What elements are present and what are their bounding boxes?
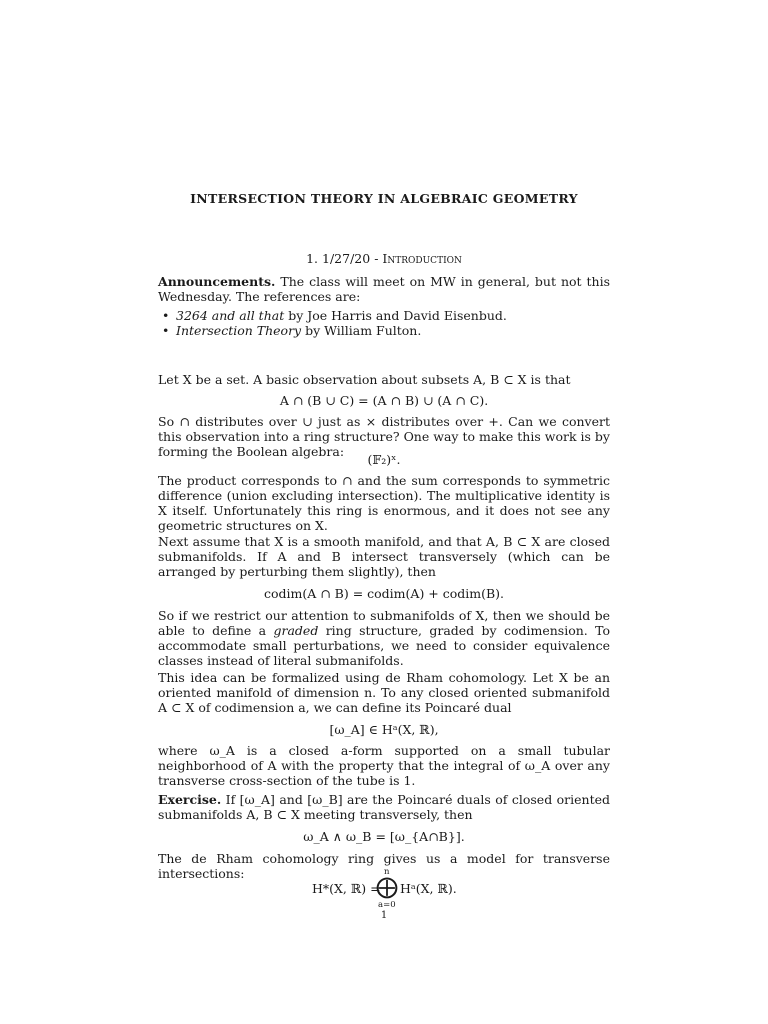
emphasis-graded: graded (273, 623, 319, 638)
equation-codim: codim(A ∩ B) = codim(A) + codim(B). (263, 586, 505, 601)
paragraph-manifold: Next assume that X is a smooth manifold, and that A, B ⊂ X are closed submanifolds. If A and B intersect transversely (which can be arranged by perturbing them slightly), then (158, 534, 610, 579)
list-item (158, 308, 610, 323)
paper-title: INTERSECTION THEORY IN ALGEBRAIC GEOMETRY (190, 191, 578, 206)
paragraph-text: So if we restrict our attention to submanifolds of X, then we should be able to define a (158, 608, 610, 638)
reference-authors: by William Fulton. (301, 323, 422, 338)
paragraph-de-rham: This idea can be formalized using de Rham cohomology. Let X be an oriented manifold of dimension n. To any closed oriented submanifold A ⊂ X of codimension a, we can define its Poincaré dual (158, 670, 610, 715)
announcements-paragraph (158, 274, 610, 304)
paragraph-product: The product corresponds to ∩ and the sum corresponds to symmetric difference (union excluding intersection). The multiplicative identity is X itself. Unfortunately this ring is enormous, and it does not see any geometric structures on X. (158, 473, 610, 533)
section-heading (0, 251, 768, 266)
paragraph-graded (158, 608, 610, 668)
equation-poincare-dual: [ω_A] ∈ Hᵃ(X, ℝ), (329, 722, 439, 737)
equation-wedge: ω_A ∧ ω_B = [ω_{A∩B}]. (303, 829, 465, 844)
equation-distributive: A ∩ (B ∪ C) = (A ∩ B) ∪ (A ∩ C). (279, 393, 489, 408)
paragraph-set: Let X be a set. A basic observation about subsets A, B ⊂ X is that (158, 372, 571, 387)
page-number: 1 (380, 910, 388, 921)
direct-sum-icon: ⨁ (376, 875, 398, 900)
reference-authors: by Joe Harris and David Eisenbud. (284, 308, 507, 323)
sum-upper-limit: n (384, 867, 390, 877)
equation-lhs: H*(X, ℝ) = (312, 881, 381, 896)
exercise-heading: Exercise. (158, 792, 222, 807)
references-list (158, 308, 610, 338)
reference-title: Intersection Theory (176, 323, 302, 338)
equation-boolean-algebra: (𝔽₂)ˣ. (367, 452, 401, 467)
exercise-text: If [ω_A] and [ω_B] are the Poincaré duals of closed oriented submanifolds A, B ⊂ X meeting transversely, then (158, 792, 610, 822)
paragraph-text: ring structure, graded by codimension. To accommodate small perturbations, we need to consider equivalence classes instead of literal submanifolds. (158, 623, 611, 668)
announcements-text: The class will meet on MW in general, but not this Wednesday. (158, 274, 611, 304)
section-number: 1. (306, 251, 319, 266)
exercise-paragraph (158, 792, 610, 822)
announcements-heading: Announcements. (158, 274, 276, 289)
sum-lower-limit: a=0 (378, 900, 396, 910)
paragraph-transverse: The de Rham cohomology ring gives us a model for transverse intersections: (158, 851, 610, 881)
section-date: 1/27/20 (322, 251, 371, 266)
paragraph-boolean: So ∩ distributes over ∪ just as × distributes over +. Can we convert this observation into a ring structure? One way to make this work is by forming the Boolean algebra: (158, 414, 610, 459)
list-item (158, 323, 610, 338)
bullet-icon: • (162, 323, 170, 338)
section-separator: - (374, 251, 379, 266)
references-intro: The references are: (235, 289, 361, 304)
bullet-icon: • (162, 308, 170, 323)
paragraph-tubular: where ω_A is a closed a-form supported on a small tubular neighborhood of A with the property that the integral of ω_A over any transverse cross-section of the tube is 1. (158, 743, 610, 788)
reference-title: 3264 and all that (176, 308, 285, 323)
equation-rhs: Hᵃ(X, ℝ). (400, 881, 457, 896)
section-name: Introduction (382, 251, 462, 266)
